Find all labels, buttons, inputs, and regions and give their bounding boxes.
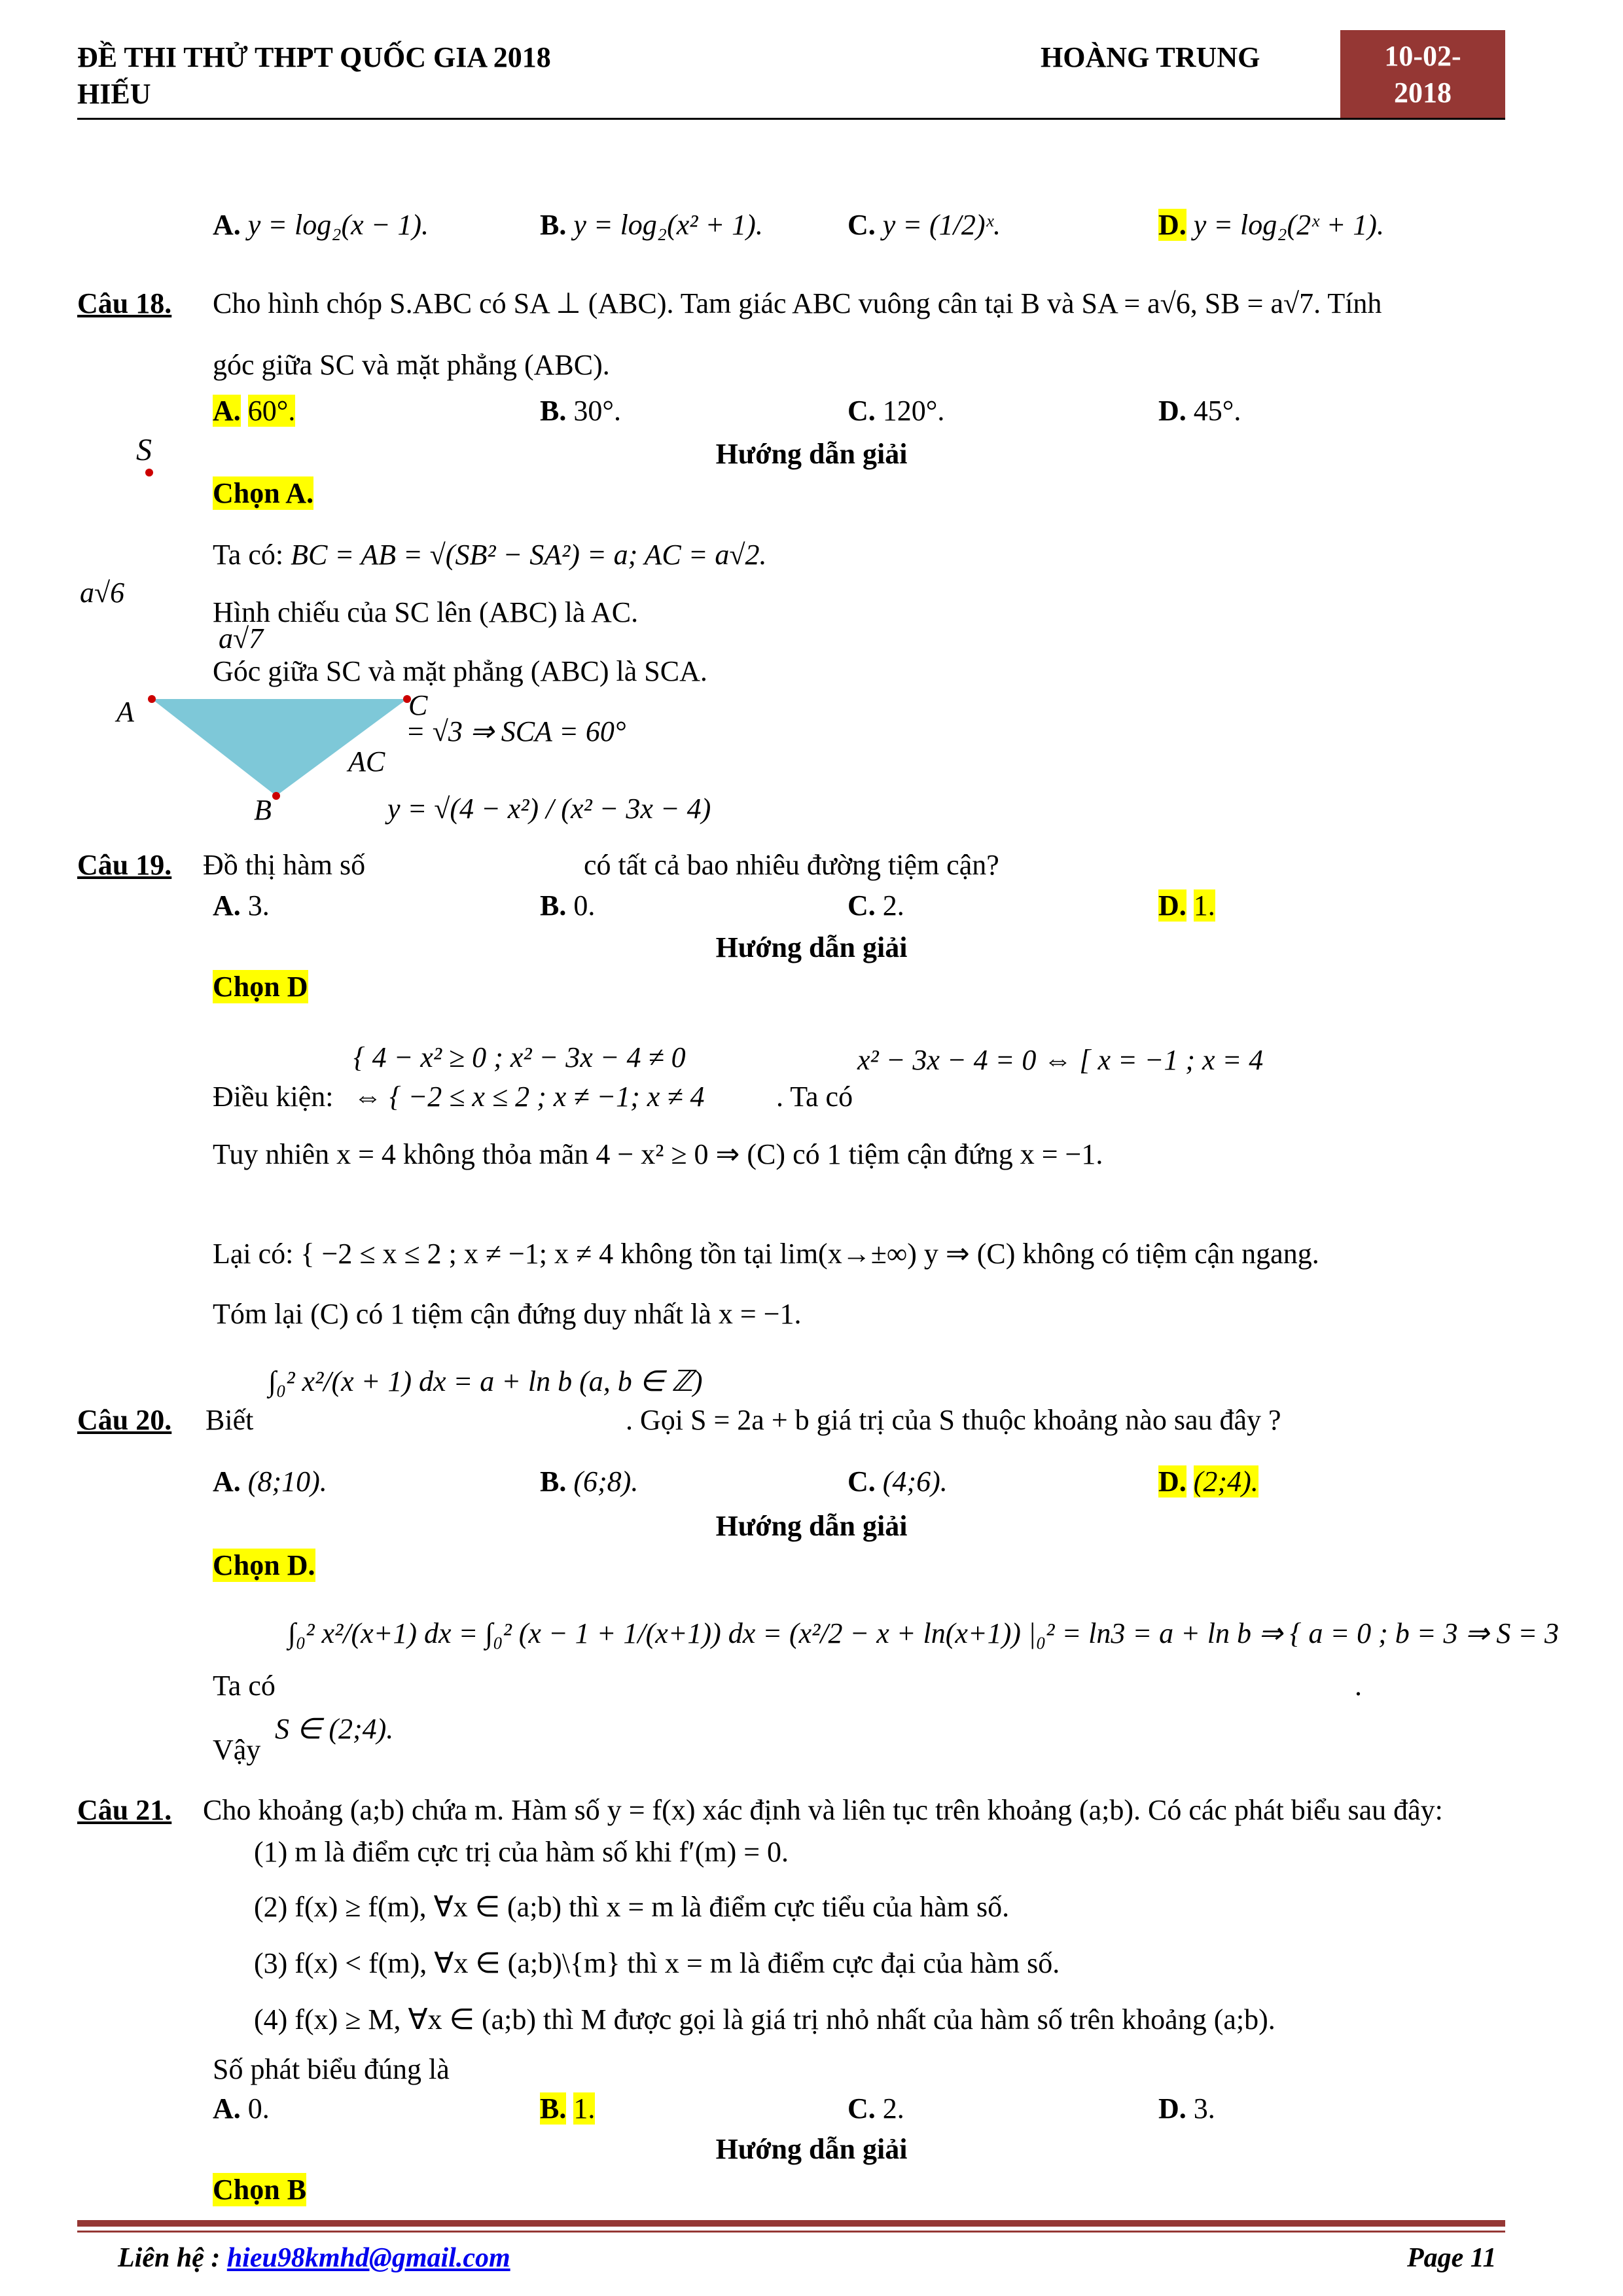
q18-choice: Chọn A.: [213, 477, 314, 509]
footer-rule-thick: [77, 2220, 1505, 2227]
q20-text-post: . Gọi S = 2a + b giá trị của S thuộc khoảng nào sau đây ?: [626, 1404, 1281, 1436]
q18-sol3: Góc giữa SC và mặt phẳng (ABC) là SCA.: [213, 655, 707, 687]
q18-option-d: D. 45°.: [1158, 395, 1241, 427]
q19-line-tuy: Tuy nhiên x = 4 không thỏa mãn 4 − x² ≥ 0 ⇒ (C) có 1 tiệm cận đứng x = −1.: [213, 1138, 1103, 1170]
q20-option-b: B. (6;8).: [540, 1465, 639, 1498]
header-date-box: [1340, 30, 1505, 119]
q18-option-b: B. 30°.: [540, 395, 621, 427]
header-date-line2: 2018: [1394, 77, 1452, 109]
q21-choice: Chọn B: [213, 2174, 307, 2206]
q19-guide-title: Hướng dẫn giải: [715, 931, 908, 963]
footer-contact-label: Liên hệ :: [118, 2243, 221, 2273]
label-b: B: [254, 794, 272, 826]
footer-page-number: Page 11: [1407, 2243, 1497, 2273]
header-rule: [77, 118, 1505, 120]
q20-solution-expr: ∫₀² x²/(x+1) dx = ∫₀² (x − 1 + 1/(x+1)) dx = (x²/2 − x + ln(x+1)) |₀² = ln3 = a + ln b ⇒ { a = 0 ; b = 3 ⇒ S = 3: [288, 1617, 1560, 1649]
q21-option-b: B. 1.: [540, 2092, 596, 2125]
q19-number: Câu 19.: [77, 849, 172, 881]
q20-number: Câu 20.: [77, 1404, 172, 1436]
q21-statement-3: (3) f(x) < f(m), ∀x ∈ (a;b)\{m} thì x = m là điểm cực đại của hàm số.: [254, 1947, 1060, 1979]
label-c: C: [408, 689, 428, 721]
point-b: [272, 792, 280, 800]
q20-option-a: A. (8;10).: [213, 1465, 327, 1498]
q19-cond-label: Điều kiện:: [213, 1081, 334, 1113]
label-s: S: [136, 433, 152, 467]
q21-option-d: D. 3.: [1158, 2092, 1215, 2125]
q21-statement-4: (4) f(x) ≥ M, ∀x ∈ (a;b) thì M được gọi là giá trị nhỏ nhất của hàm số trên khoảng (a;b).: [254, 2003, 1275, 2036]
q21-statement-2: (2) f(x) ≥ f(m), ∀x ∈ (a;b) thì x = m là điểm cực tiểu của hàm số.: [254, 1891, 1010, 1923]
q20-guide-title: Hướng dẫn giải: [715, 1510, 908, 1542]
q20-option-d: D. (2;4).: [1158, 1465, 1258, 1498]
label-sa: a√6: [80, 577, 125, 609]
q19-cond-tail: . Ta có: [776, 1081, 853, 1113]
q21-intro: Cho khoảng (a;b) chứa m. Hàm số y = f(x) xác định và liên tục trên khoảng (a;b). Có các phát biểu sau đây:: [203, 1794, 1443, 1826]
header-date-line1: 10-02-: [1384, 40, 1461, 72]
header-author: HOÀNG TRUNG: [1041, 41, 1260, 73]
q18-sol1: Ta có: BC = AB = √(SB² − SA²) = a; AC = a√2.: [213, 539, 767, 571]
q18-sol4-denominator: AC: [348, 745, 385, 778]
q18-text-line1: Cho hình chóp S.ABC có SA ⊥ (ABC). Tam giác ABC vuông cân tại B và SA = a√6, SB = a√7. Tính: [213, 287, 1382, 319]
q21-option-c: C. 2.: [847, 2092, 904, 2125]
footer-contact: [118, 2242, 510, 2274]
q19-cond-system2: ⇔ { −2 ≤ x ≤ 2 ; x ≠ −1; x ≠ 4: [353, 1081, 705, 1113]
q20-integral: ∫₀² x²/(x + 1) dx = a + ln b (a, b ∈ ℤ): [268, 1365, 703, 1397]
q19-text-pre: Đồ thị hàm số: [203, 849, 366, 881]
q20-vay-label: Vậy: [213, 1734, 261, 1766]
q19-cond-equation: x² − 3x − 4 = 0 ⇔ [ x = −1 ; x = 4: [857, 1044, 1264, 1076]
header-title: ĐỀ THI THỬ THPT QUỐC GIA 2018: [77, 41, 551, 73]
q20-choice: Chọn D.: [213, 1549, 315, 1581]
q17-option-c: C. y = (1/2)ˣ.: [847, 209, 1001, 241]
footer-email-link[interactable]: hieu98kmhd@gmail.com: [226, 2243, 510, 2273]
footer-rule-thin: [77, 2231, 1505, 2233]
q18-option-a: A. 60°.: [213, 395, 296, 427]
q21-question: Số phát biểu đúng là: [213, 2053, 450, 2085]
q18-guide-title: Hướng dẫn giải: [715, 438, 908, 470]
q19-choice: Chọn D: [213, 971, 308, 1003]
q21-guide-title: Hướng dẫn giải: [715, 2133, 908, 2165]
q20-text-pre: Biết: [205, 1404, 254, 1436]
q19-cond-system1: { 4 − x² ≥ 0 ; x² − 3x − 4 ≠ 0: [353, 1041, 686, 1073]
q19-option-d: D. 1.: [1158, 889, 1215, 922]
q19-option-a: A. 3.: [213, 889, 270, 922]
q20-solution-label: Ta có: [213, 1670, 276, 1702]
q18-number: Câu 18.: [77, 287, 172, 319]
q18-sol2: Hình chiếu của SC lên (ABC) là AC.: [213, 596, 639, 628]
q20-vay-expr: S ∈ (2;4).: [275, 1713, 394, 1745]
q20-option-c: C. (4;6).: [847, 1465, 948, 1498]
label-a: A: [116, 696, 134, 728]
q19-option-b: B. 0.: [540, 889, 596, 922]
q19-option-c: C. 2.: [847, 889, 904, 922]
q19-function: y = √(4 − x²) / (x² − 3x − 4): [387, 793, 711, 825]
point-a: [148, 695, 156, 703]
q21-number: Câu 21.: [77, 1794, 172, 1826]
q19-text-post: có tất cả bao nhiêu đường tiệm cận?: [584, 849, 999, 881]
q17-option-a: A. y = log₂(x − 1).: [213, 209, 429, 241]
q17-option-b: B. y = log₂(x² + 1).: [540, 209, 763, 241]
q19-line-tom: Tóm lại (C) có 1 tiệm cận đứng duy nhất là x = −1.: [213, 1298, 802, 1330]
q20-solution-end: .: [1355, 1670, 1362, 1702]
q18-option-c: C. 120°.: [847, 395, 945, 427]
q19-line-lai: Lại có: { −2 ≤ x ≤ 2 ; x ≠ −1; x ≠ 4 không tồn tại lim(x→±∞) y ⇒ (C) không có tiệm cận ngang.: [213, 1238, 1319, 1270]
q18-text-line2: góc giữa SC và mặt phẳng (ABC).: [213, 349, 610, 381]
q21-statement-1: (1) m là điểm cực trị của hàm số khi f′(m) = 0.: [254, 1836, 789, 1868]
q18-sol4: = √3 ⇒ SCA = 60°: [406, 715, 626, 747]
q17-option-d: D. y = log₂(2ˣ + 1).: [1158, 209, 1384, 241]
q21-option-a: A. 0.: [213, 2092, 270, 2125]
header-title-cont: HIẾU: [77, 78, 151, 110]
label-sb: a√7: [219, 622, 264, 655]
